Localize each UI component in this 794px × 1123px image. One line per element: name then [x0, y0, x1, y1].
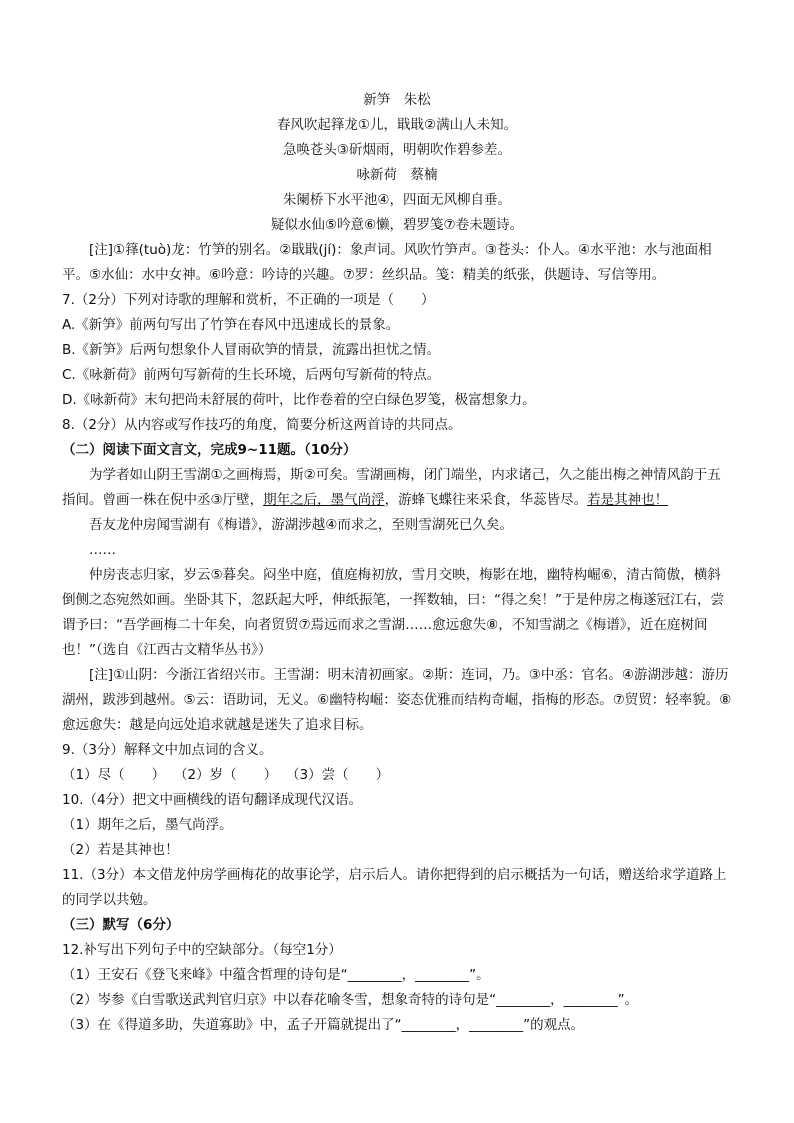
- poem2-title: 咏新荷 蔡楠: [356, 167, 438, 183]
- passage-note: [注]①山阴：今浙江省绍兴市。王雪湖：明末清初画家。②斯：连词，乃。③中丞：官名。④游湖涉越：游历湖州，跋涉到越州。⑤云：语助词，无义。⑥幽特构崛：姿态优雅而结构奇崛，指梅的形态。⑦贸贸：轻率貌。⑧愈远愈失：越是向远处追求就越是迷失了追求目标。: [62, 667, 732, 733]
- passage-paragraph-2: 吾友龙仲房闻雪湖有《梅谱》，游湖涉越④而求之，至则雪湖死已久矣。: [89, 517, 513, 533]
- q7-option-c: C.《咏新荷》前两句写新荷的生长环境，后两句写新荷的特点。: [62, 367, 441, 383]
- q12-sub-1: （1）王安石《登飞来峰》中蕴含哲理的诗句是“________，________”。: [62, 967, 490, 983]
- section2-heading: （二）阅读下面文言文，完成9~11题。（10分）: [62, 442, 357, 458]
- q12-sub-2: （2）岑参《白雪歌送武判官归京》中以春花喻冬雪，想象奇特的诗句是“________，________”。: [62, 992, 639, 1008]
- poem1-title: 新笋 朱松: [363, 92, 431, 108]
- underlined-sentence-2: 若是其神也！: [587, 492, 669, 508]
- q9-sub-3: （3）尝（ ）: [286, 767, 390, 783]
- passage-paragraph-1: [62, 463, 732, 513]
- poem2-line1: 朱阑桥下水平池④，四面无风柳自垂。: [282, 192, 512, 208]
- poem-note: [注]①箨(tuò)龙：竹笋的别名。②戢戢(jí)：象声词。风吹竹笋声。③苍头：仆人。④水平池：水与池面相平。⑤水仙：水中女神。⑥吟意：吟诗的兴趣。⑦罗：丝织品。笺：精美的纸张，供题诗、写信等用。: [62, 242, 712, 283]
- section3-heading: （三）默写（6分）: [62, 917, 180, 933]
- passage-p1-text-a: 为学者如山阴王雪湖①之画梅焉，斯②可矣。雪湖画梅，闭门端坐，内求诸己，久之能出梅之神情风韵于五指间。曾画一株在倪中丞③厅壁，: [62, 467, 721, 508]
- q7-stem: 7.（2分）下列对诗歌的理解和赏析，不正确的一项是（ ）: [62, 292, 435, 308]
- q7-option-b: B.《新笋》后两句想象仆人冒雨砍笋的情景，流露出担忧之情。: [62, 342, 441, 358]
- q7-option-d: D.《咏新荷》末句把尚未舒展的荷叶，比作卷着的空白绿色罗笺，极富想象力。: [62, 392, 536, 408]
- passage-ellipsis: ……: [89, 542, 116, 558]
- q7-option-a: A.《新笋》前两句写出了竹笋在春风中迅速成长的景象。: [62, 317, 400, 333]
- passage-paragraph-3: 仲房丧志归家，岁云⑤暮矣。闷坐中庭，值庭梅初放，雪月交映，梅影在地，幽特构崛⑥，清古简傲，横斜倒侧之态宛然如画。坐卧其下，忽跃起大呼，伸纸振笔，一挥数轴，曰：“得之矣！”于是仲房之梅遂冠江右，尝谓予曰：“吾学画梅二十年矣，向者贸贸⑦焉远而求之雪湖……愈远愈失⑧，不知雪湖之《梅谱》，近在庭树间也！”（选自《江西古文精华丛书》）: [62, 567, 724, 658]
- exam-page: [62, 88, 732, 1038]
- q8-stem: 8.（2分）从内容或写作技巧的角度，简要分析这两首诗的共同点。: [62, 417, 462, 433]
- q9-subquestions: [62, 763, 732, 788]
- q10-sub-2: （2）若是其神也！: [62, 842, 179, 858]
- q10-stem: 10.（4分）把文中画横线的语句翻译成现代汉语。: [62, 792, 363, 808]
- q10-sub-1: （1）期年之后，墨气尚浮。: [62, 817, 233, 833]
- q12-stem: 12.补写出下列句子中的空缺部分。（每空1分）: [62, 942, 342, 958]
- underlined-sentence-1: 期年之后，墨气尚浮: [263, 492, 385, 508]
- q11-stem: 11.（3分）本文借龙仲房学画梅花的故事论学，启示后人。请你把得到的启示概括为一句话，赠送给求学道路上的同学以共勉。: [62, 867, 727, 908]
- q9-stem: 9.（3分）解释文中加点词的含义。: [62, 742, 273, 758]
- passage-p1-text-b: ，游蜂飞蝶往来采食，华蕊皆尽。: [384, 492, 588, 508]
- q9-sub-1: （1）尽（ ）: [62, 767, 166, 783]
- q12-sub-3: （3）在《得道多助，失道寡助》中，孟子开篇就提出了“________，________”的观点。: [62, 1017, 585, 1033]
- poem1-line1: 春风吹起箨龙①儿，戢戢②满山人未知。: [276, 117, 518, 133]
- q9-sub-2: （2）岁（ ）: [174, 767, 278, 783]
- poem2-line2: 疑似水仙⑤吟意⑥懒，碧罗笺⑦卷未题诗。: [270, 217, 524, 233]
- poem1-line2: 急唤苍头③斫烟雨，明朝吹作碧参差。: [282, 142, 512, 158]
